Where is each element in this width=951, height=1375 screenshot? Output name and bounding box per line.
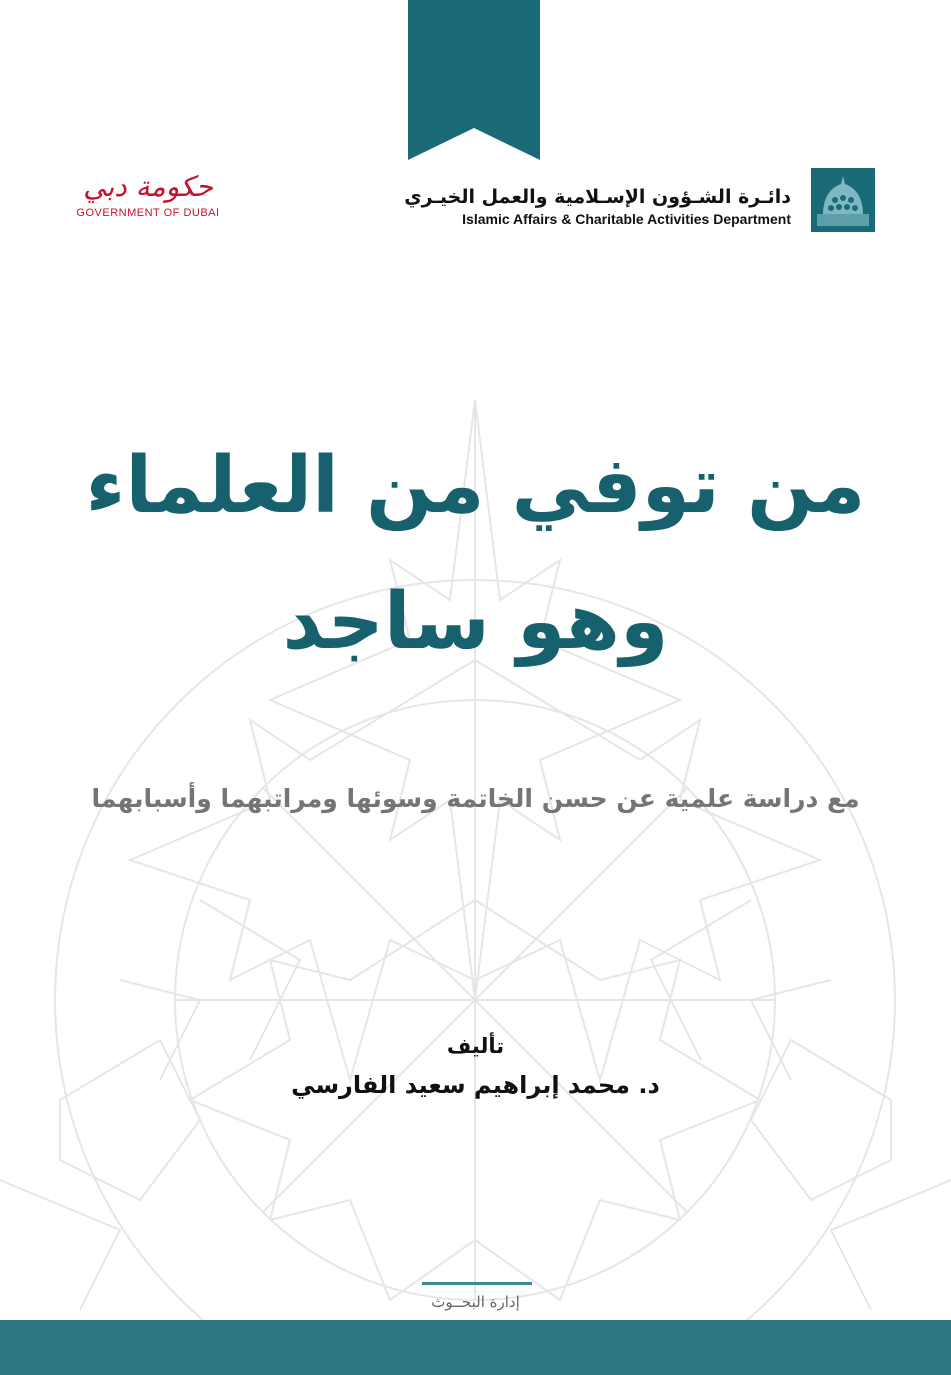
department-name-arabic: دائـرة الشـؤون الإسـلامية والعمل الخيـري: [404, 186, 791, 208]
publisher-divider: [422, 1282, 532, 1285]
government-logo-english: GOVERNMENT OF DUBAI: [76, 207, 220, 219]
department-name-block: [371, 184, 791, 228]
author-name: د. محمد إبراهيم سعيد الفارسي: [291, 1071, 660, 1099]
publisher-name: إدارة البحــوث: [431, 1293, 520, 1311]
footer-band: [0, 1320, 951, 1375]
government-logo-arabic: حكومة دبي: [83, 170, 213, 203]
book-subtitle: مع دراسة علمية عن حسن الخاتمة وسوئها ومراتبهما وأسبابهما: [91, 784, 860, 813]
author-label: تأليف: [446, 1034, 505, 1058]
government-of-dubai-logo: [70, 168, 226, 234]
department-name-english: Islamic Affairs & Charitable Activities Department: [462, 211, 791, 227]
book-title-line1: من توفي من العلماء: [85, 441, 866, 531]
book-title-line2: وهو ساجد: [282, 577, 669, 667]
mosque-dome-icon: [811, 168, 875, 232]
